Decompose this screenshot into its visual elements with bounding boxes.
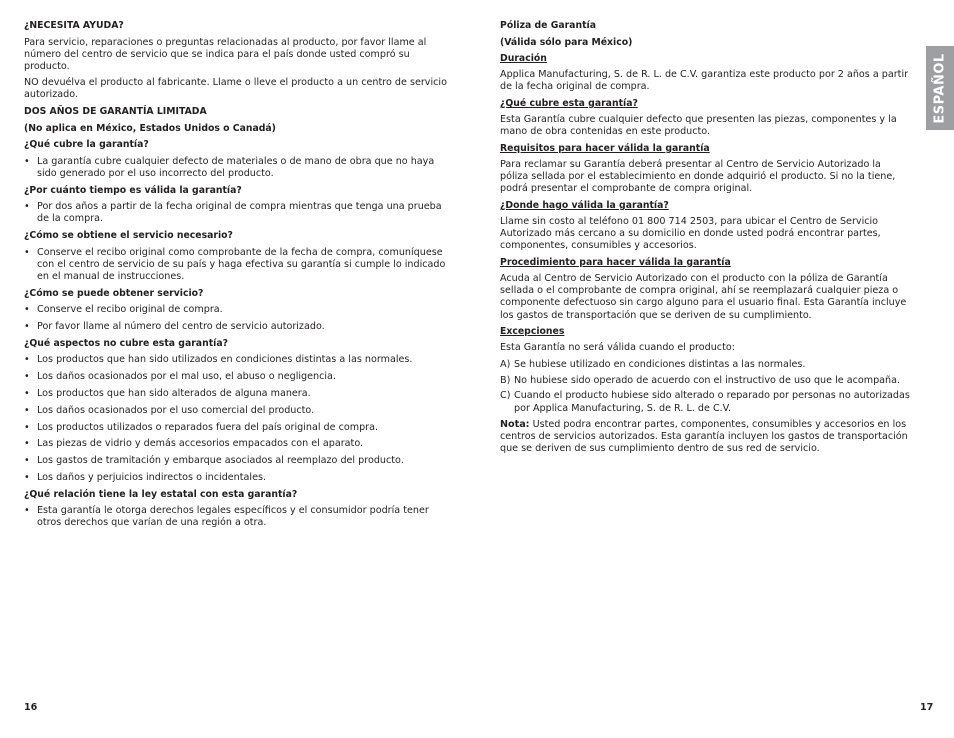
- procedure-heading: Procedimiento para hacer válida la garantía: [500, 257, 731, 269]
- list-item-text: Los daños ocasionados por el mal uso, el abuso o negligencia.: [37, 371, 336, 383]
- list-item: [24, 472, 454, 484]
- exception-marker: B): [500, 374, 511, 386]
- exception-marker: A): [500, 359, 511, 371]
- list-item: [24, 321, 454, 333]
- page-number-right: 17: [920, 702, 934, 713]
- list-item: [24, 422, 454, 434]
- list-item-text: Los daños y perjuicios indirectos o incidentales.: [37, 471, 267, 483]
- law-question: ¿Qué relación tiene la ley estatal con esta garantía?: [24, 488, 298, 500]
- list-item: [24, 201, 454, 225]
- exceptions-heading: Excepciones: [500, 326, 565, 338]
- bullet-icon: •: [24, 201, 30, 213]
- duration-paragraph: Applica Manufacturing, S. de R. L. de C.V. garantiza este producto por 2 años a partir de la fecha original de compra.: [500, 69, 909, 93]
- note-paragraph: [500, 419, 912, 456]
- coverage-heading: ¿Qué cubre esta garantía?: [500, 97, 638, 109]
- list-item-text: Las piezas de vidrio y demás accesorios empacados con el aparato.: [37, 438, 364, 450]
- list-item-text: Conserve el recibo original de compra.: [37, 304, 223, 316]
- list-item: [24, 354, 454, 366]
- list-item-text: Los productos que han sido alterados de alguna manera.: [37, 387, 311, 399]
- service-list: [24, 247, 454, 284]
- bullet-icon: •: [24, 438, 30, 450]
- list-item-text: Los gastos de tramitación y embarque asociados al reemplazo del producto.: [37, 455, 404, 467]
- procedure-paragraph: Acuda al Centro de Servicio Autorizado con el producto con la póliza de Garantía sellada o el comprobante de compra original, ahí se reemplazará cualquier pieza o componente defectuoso sin cargo alguno para el usuario final. Esta Garantía incluye los gastos de transportación que se deriven de su cumplimiento.: [500, 273, 907, 321]
- policy-subtitle: (Válida sólo para México): [500, 36, 633, 48]
- list-item-text: Esta garantía le otorga derechos legales específicos y el consumidor podría tener otros derechos que varían de una región a otra.: [37, 505, 429, 529]
- list-item-text: Conserve el recibo original como comprobante de la fecha de compra, comuníquese con el centro de servicio de su país y haga efectiva su garantía si cumple lo indicado en el manual de instrucciones.: [37, 246, 446, 282]
- list-item-text: Por dos años a partir de la fecha original de compra mientras que tenga una prueba de la compra.: [37, 201, 442, 225]
- list-item-text: La garantía cubre cualquier defecto de materiales o de mano de obra que no haya sido generado por el uso incorrecto del producto.: [37, 155, 435, 179]
- where-heading: ¿Donde hago válida la garantía?: [500, 199, 669, 211]
- help-heading: ¿NECESITA AYUDA?: [24, 20, 124, 31]
- list-item-text: Los productos que han sido utilizados en condiciones distintas a las normales.: [37, 354, 413, 366]
- not-covered-question: ¿Qué aspectos no cubre esta garantía?: [24, 337, 228, 349]
- list-item: [24, 405, 454, 417]
- duration-list: [24, 201, 454, 225]
- exception-text: No hubiese sido operado de acuerdo con el instructivo de uso que le acompaña.: [514, 374, 901, 386]
- bullet-icon: •: [24, 304, 30, 316]
- duration-heading: Duración: [500, 53, 547, 64]
- bullet-icon: •: [24, 155, 30, 167]
- covers-list: [24, 156, 454, 180]
- exception-text: Se hubiese utilizado en condiciones distintas a las normales.: [514, 359, 806, 371]
- list-item: [24, 505, 454, 529]
- bullet-icon: •: [24, 371, 30, 383]
- warranty-heading: DOS AÑOS DE GARANTÍA LIMITADA: [24, 106, 207, 118]
- list-item: [24, 247, 454, 284]
- exception-item: [500, 375, 912, 387]
- duration-question: ¿Por cuánto tiempo es válida la garantía?: [24, 184, 242, 196]
- bullet-icon: •: [24, 471, 30, 483]
- requirements-paragraph: Para reclamar su Garantía deberá presentar al Centro de Servicio Autorizado la póliza sellada por el establecimiento en donde adquirió el producto. Si no la tiene, podrá presentar el comprobante de compra original.: [500, 158, 896, 195]
- list-item: [24, 388, 454, 400]
- note-label: Nota:: [500, 418, 530, 430]
- left-page-column: [24, 20, 454, 534]
- bullet-icon: •: [24, 387, 30, 399]
- bullet-icon: •: [24, 455, 30, 467]
- law-list: [24, 505, 454, 529]
- obtain-list: [24, 304, 454, 333]
- help-paragraph-2: NO devuélva el producto al fabricante. Llame o lleve el producto a un centro de servicio autorizado.: [24, 77, 447, 101]
- warranty-subheading: (No aplica en México, Estados Unidos o Canadá): [24, 122, 276, 134]
- list-item: [24, 455, 454, 467]
- bullet-icon: •: [24, 421, 30, 433]
- list-item-text: Los daños ocasionados por el uso comercial del producto.: [37, 404, 315, 416]
- bullet-icon: •: [24, 321, 30, 333]
- help-paragraph-1: Para servicio, reparaciones o preguntas relacionadas al producto, por favor llame al número del centro de servicio que se indica para el país donde usted compró su producto.: [24, 36, 427, 72]
- where-paragraph: Llame sin costo al teléfono 01 800 714 2503, para ubicar el Centro de Servicio Autorizado más cercano a su domicilio en donde usted podrá encontrar partes, componentes, consumibles y accesorios.: [500, 215, 881, 252]
- policy-title: Póliza de Garantía: [500, 20, 596, 31]
- bullet-icon: •: [24, 404, 30, 416]
- not-covered-list: [24, 354, 454, 484]
- bullet-icon: •: [24, 246, 30, 258]
- exception-text: Cuando el producto hubiese sido alterado o reparado por personas no autorizadas por Applica Manufacturing, S. de R. L. de C.V.: [514, 390, 910, 414]
- exception-item: [500, 390, 912, 414]
- note-text: Usted podra encontrar partes, componentes, consumibles y accesorios en los centros de servicios autorizados. Esta garantía incluyen los gastos de transportación que se deriven de sus cumplimiento dentro de sus red de servicio.: [500, 418, 908, 455]
- list-item-text: Por favor llame al número del centro de servicio autorizado.: [37, 321, 325, 333]
- list-item: [24, 438, 454, 450]
- exception-item: [500, 359, 912, 371]
- requirements-heading: Requisitos para hacer válida la garantía: [500, 142, 710, 154]
- list-item: [24, 371, 454, 383]
- exceptions-intro: Esta Garantía no será válida cuando el producto:: [500, 342, 735, 354]
- right-page-column: [500, 20, 912, 460]
- obtain-question: ¿Cómo se puede obtener servicio?: [24, 287, 204, 299]
- exception-marker: C): [500, 390, 511, 402]
- bullet-icon: •: [24, 354, 30, 366]
- service-question: ¿Cómo se obtiene el servicio necesario?: [24, 230, 233, 242]
- bullet-icon: •: [24, 505, 30, 517]
- list-item: [24, 156, 454, 180]
- page-number-left: 16: [24, 702, 38, 713]
- language-tab: [926, 46, 954, 130]
- list-item: [24, 304, 454, 316]
- exceptions-list: [500, 359, 912, 415]
- language-tab-label: ESPAÑOL: [932, 52, 948, 124]
- list-item-text: Los productos utilizados o reparados fuera del país original de compra.: [37, 421, 379, 433]
- coverage-paragraph: Esta Garantía cubre cualquier defecto que presenten las piezas, componentes y la mano de obra contenidas en este producto.: [500, 113, 897, 138]
- covers-question: ¿Qué cubre la garantía?: [24, 139, 149, 151]
